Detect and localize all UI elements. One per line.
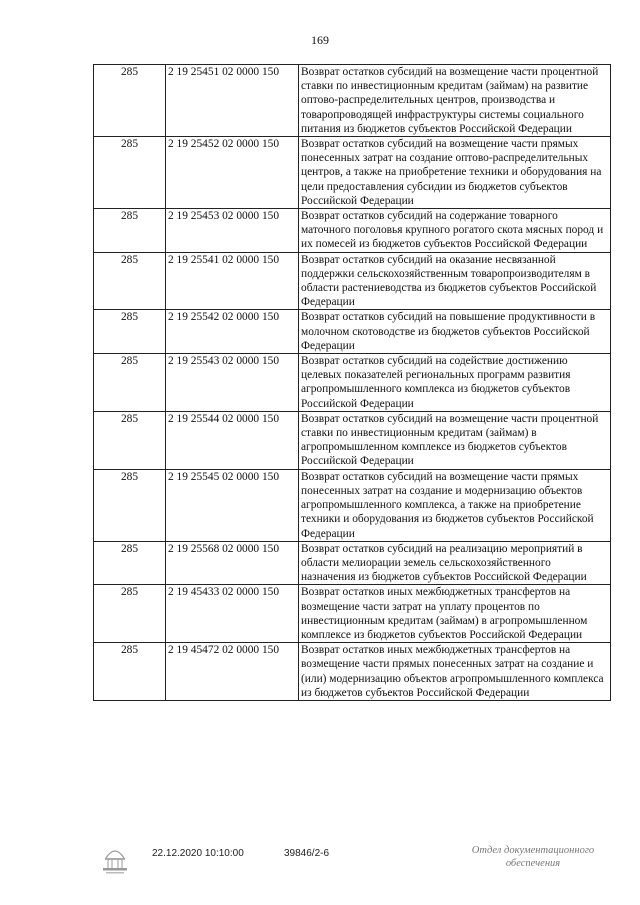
budget-codes-table — [93, 64, 611, 701]
row-description-cell: Возврат остатков субсидий на реализацию мероприятий в области мелиорации земель сельскохозяйственного назначения из бюджетов субъектов Российской Федерации — [299, 541, 611, 585]
emblem-stamp-icon — [100, 840, 130, 876]
row-kbk-cell: 2 19 25544 02 0000 150 — [166, 411, 299, 469]
row-code-cell: 285 — [94, 65, 166, 137]
row-description-cell: Возврат остатков субсидий на возмещение части прямых понесенных затрат на создание оптово-распределительных центров, а также на приобретение техники и оборудования на цели предоставления субсидии из бюджетов субъектов Российской Федерации — [299, 137, 611, 209]
table-row — [94, 585, 611, 643]
row-kbk-cell: 2 19 45433 02 0000 150 — [166, 585, 299, 643]
row-description-cell: Возврат остатков иных межбюджетных трансфертов на возмещение части затрат на уплату процентов по инвестиционным кредитам (займам) в агропромышленном комплексе из бюджетов субъектов Российской Федерации — [299, 585, 611, 643]
row-description-cell: Возврат остатков субсидий на оказание несвязанной поддержки сельскохозяйственным товаропроизводителям в области растениеводства из бюджетов субъектов Российской Федерации — [299, 252, 611, 310]
row-kbk-cell: 2 19 25451 02 0000 150 — [166, 65, 299, 137]
row-kbk-cell: 2 19 25542 02 0000 150 — [166, 310, 299, 354]
row-description-cell: Возврат остатков субсидий на возмещение части процентной ставки по инвестиционным кредитам (займам) на развитие оптово-распределительных центров, производства и товаропроводящей инфраструктуры системы социального питания из бюджетов субъектов Российской Федерации — [299, 65, 611, 137]
page-number: 169 — [311, 33, 329, 47]
row-kbk-cell: 2 19 25453 02 0000 150 — [166, 209, 299, 253]
row-code-cell: 285 — [94, 585, 166, 643]
department-stamp — [448, 844, 618, 870]
row-kbk-cell: 2 19 25568 02 0000 150 — [166, 541, 299, 585]
row-code-cell: 285 — [94, 354, 166, 412]
row-code-cell: 285 — [94, 310, 166, 354]
row-code-cell: 285 — [94, 252, 166, 310]
table-row — [94, 541, 611, 585]
table-row — [94, 411, 611, 469]
row-code-cell: 285 — [94, 411, 166, 469]
row-code-cell: 285 — [94, 643, 166, 701]
row-kbk-cell: 2 19 25543 02 0000 150 — [166, 354, 299, 412]
row-kbk-cell: 2 19 25545 02 0000 150 — [166, 469, 299, 541]
table-row — [94, 209, 611, 253]
department-stamp-line-1: Отдел документационного — [471, 845, 595, 856]
department-stamp-line-2: обеспечения — [505, 858, 561, 869]
row-description-cell: Возврат остатков субсидий на содействие достижению целевых показателей региональных программ развития агропромышленного комплекса из бюджетов субъектов Российской Федерации — [299, 354, 611, 412]
table-row — [94, 469, 611, 541]
row-code-cell: 285 — [94, 469, 166, 541]
row-kbk-cell: 2 19 25541 02 0000 150 — [166, 252, 299, 310]
row-code-cell: 285 — [94, 137, 166, 209]
footer-datetime: 22.12.2020 10:10:00 — [152, 848, 244, 859]
table-row — [94, 137, 611, 209]
row-description-cell: Возврат остатков субсидий на повышение продуктивности в молочном скотоводстве из бюджетов субъектов Российской Федерации — [299, 310, 611, 354]
row-description-cell: Возврат остатков субсидий на возмещение части прямых понесенных затрат на создание и модернизацию объектов агропромышленного комплекса, а также на приобретение техники и оборудования из бюджетов субъектов Российской Федерации — [299, 469, 611, 541]
table-row — [94, 65, 611, 137]
row-kbk-cell: 2 19 45472 02 0000 150 — [166, 643, 299, 701]
table-row — [94, 354, 611, 412]
table-row — [94, 643, 611, 701]
row-description-cell: Возврат остатков иных межбюджетных трансфертов на возмещение части прямых понесенных затрат на создание и (или) модернизацию объектов агропромышленного комплекса из бюджетов субъектов Российской Федерации — [299, 643, 611, 701]
row-kbk-cell: 2 19 25452 02 0000 150 — [166, 137, 299, 209]
footer-doc-number: 39846/2-6 — [284, 848, 330, 859]
table-row — [94, 252, 611, 310]
row-code-cell: 285 — [94, 541, 166, 585]
row-code-cell: 285 — [94, 209, 166, 253]
row-description-cell: Возврат остатков субсидий на содержание товарного маточного поголовья крупного рогатого скота мясных пород и их помесей из бюджетов субъектов Российской Федерации — [299, 209, 611, 253]
row-description-cell: Возврат остатков субсидий на возмещение части процентной ставки по инвестиционным кредитам (займам) в агропромышленном комплексе из бюджетов субъектов Российской Федерации — [299, 411, 611, 469]
table-row — [94, 310, 611, 354]
